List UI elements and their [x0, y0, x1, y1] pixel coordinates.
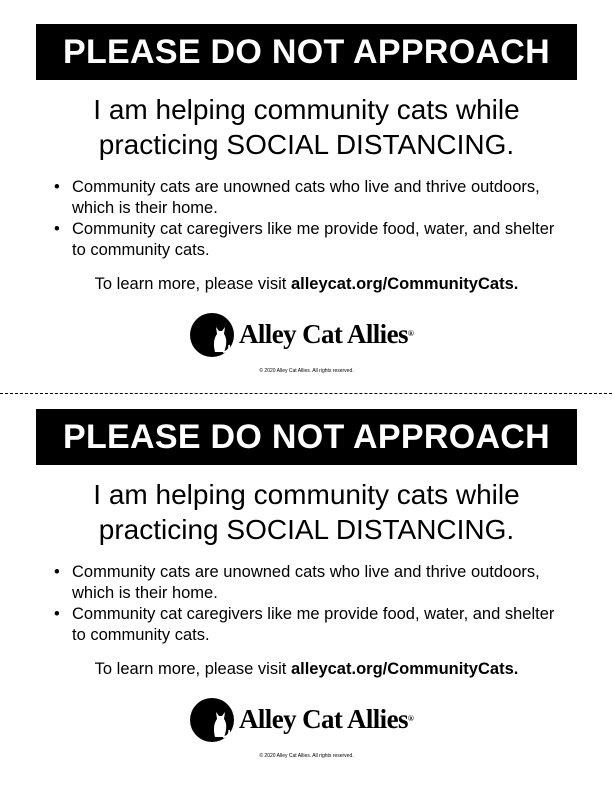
- learn-more-line: [36, 274, 577, 294]
- info-list: [52, 177, 562, 261]
- learn-more-prefix: To learn more, please visit: [94, 275, 291, 293]
- bullet-icon: •: [54, 178, 60, 196]
- copyright-notice: © 2020 Alley Cat Allies. All rights reserved.: [259, 753, 354, 759]
- list-item-text: Community cat caregivers like me provide food, water, and shelter to community cats.: [72, 220, 555, 259]
- bullet-icon: •: [54, 605, 60, 623]
- flyer-card-top: [0, 24, 612, 394]
- learn-more-line: [36, 659, 577, 679]
- brand-logo: [189, 697, 429, 743]
- bullet-icon: •: [54, 563, 60, 581]
- brand-logo: [189, 312, 429, 358]
- website-link[interactable]: alleycat.org/CommunityCats.: [290, 275, 519, 293]
- warning-banner: PLEASE DO NOT APPROACH: [36, 409, 577, 465]
- list-item-text: Community cats are unowned cats who live and thrive outdoors, which is their home.: [72, 178, 540, 217]
- flyer-card-bottom: [0, 409, 612, 779]
- cat-silhouette-icon: [189, 312, 235, 358]
- logo-wordmark: [239, 703, 414, 735]
- website-link[interactable]: alleycat.org/CommunityCats.: [290, 660, 519, 678]
- list-item-text: Community cats are unowned cats who live and thrive outdoors, which is their home.: [72, 563, 540, 602]
- list-item: [52, 177, 562, 219]
- headline: [36, 92, 577, 162]
- headline-line: practicing SOCIAL DISTANCING.: [98, 129, 515, 160]
- logo-text: Alley Cat Allies: [239, 704, 408, 734]
- headline-line: practicing SOCIAL DISTANCING.: [98, 514, 515, 545]
- registered-mark: ®: [407, 329, 414, 338]
- headline-line: I am helping community cats while: [93, 479, 520, 510]
- headline: [36, 477, 577, 547]
- copyright-notice: © 2020 Alley Cat Allies. All rights reserved.: [259, 368, 354, 374]
- cat-silhouette-icon: [189, 697, 235, 743]
- list-item: [52, 219, 562, 261]
- warning-banner: PLEASE DO NOT APPROACH: [36, 24, 577, 80]
- bullet-icon: •: [54, 220, 60, 238]
- logo-text: Alley Cat Allies: [239, 319, 408, 349]
- logo-wordmark: [239, 318, 414, 350]
- info-list: [52, 562, 562, 646]
- list-item-text: Community cat caregivers like me provide food, water, and shelter to community cats.: [72, 605, 555, 644]
- learn-more-prefix: To learn more, please visit: [94, 660, 291, 678]
- list-item: [52, 562, 562, 604]
- list-item: [52, 604, 562, 646]
- headline-line: I am helping community cats while: [93, 94, 520, 125]
- dashed-cut-line: [0, 393, 612, 394]
- registered-mark: ®: [407, 714, 414, 723]
